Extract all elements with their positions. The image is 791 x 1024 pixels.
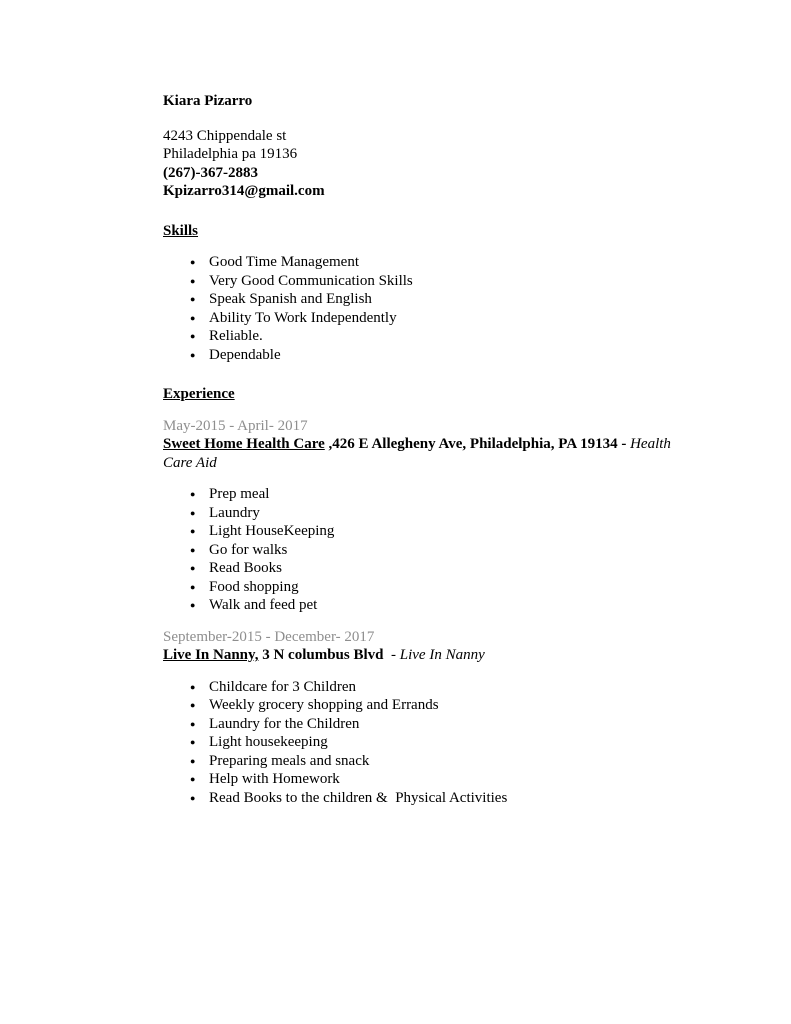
title-separator: - (387, 647, 400, 663)
job-duties-list (163, 678, 683, 808)
duty-item: ● Light HouseKeeping (209, 522, 683, 541)
experience-heading: Experience (163, 386, 235, 402)
skills-section (163, 222, 683, 365)
duty-item: ● Go for walks (209, 541, 683, 560)
company-name: Sweet Home Health Care (163, 436, 325, 452)
duty-item: ● Weekly grocery shopping and Errands (209, 696, 683, 715)
duty-item: ● Food shopping (209, 578, 683, 597)
job-role: Health Care Aid (163, 436, 675, 471)
job-title (163, 646, 683, 665)
experience-section (163, 385, 683, 807)
skill-item: ● Speak Spanish and English (209, 290, 683, 309)
skill-item: ● Reliable. (209, 327, 683, 346)
resume-header (163, 92, 683, 201)
job-dates: May-2015 - April- 2017 (163, 417, 308, 434)
job-entry-live-in-nanny (163, 628, 683, 808)
address-line-1: 4243 Chippendale st (163, 127, 287, 144)
skill-item: ● Ability To Work Independently (209, 309, 683, 328)
job-duties-list (163, 485, 683, 615)
company-address: ,426 E Allegheny Ave, Philadelphia, PA 19134 - (324, 436, 631, 452)
skills-list (163, 253, 683, 364)
duty-item: ● Preparing meals and snack (209, 752, 683, 771)
duty-item: ● Read Books to the children & Physical Activities (209, 789, 683, 808)
duty-item: ● Help with Homework (209, 770, 683, 789)
duty-item: ● Childcare for 3 Children (209, 678, 683, 697)
job-dates: September-2015 - December- 2017 (163, 628, 375, 645)
job-role: Live In Nanny (399, 647, 485, 663)
resume-content (163, 92, 683, 807)
job-title (163, 435, 683, 472)
duty-item: ● Light housekeeping (209, 733, 683, 752)
skill-item: ● Very Good Communication Skills (209, 272, 683, 291)
company-address: 3 N columbus Blvd (258, 647, 388, 663)
person-name: Kiara Pizarro (163, 93, 253, 109)
duty-item: ● Read Books (209, 559, 683, 578)
skills-heading: Skills (163, 222, 199, 239)
address-line-2: Philadelphia pa 19136 (163, 146, 298, 162)
duty-item: ● Prep meal (209, 485, 683, 504)
duty-item: ● Laundry for the Children (209, 715, 683, 734)
company-name: Live In Nanny, (163, 647, 259, 663)
phone-number: (267)-367-2883 (163, 164, 258, 181)
duty-item: ● Laundry (209, 504, 683, 523)
job-entry-sweet-home-health-care (163, 417, 683, 615)
contact-block (163, 127, 683, 201)
skill-item: ● Good Time Management (209, 253, 683, 272)
skill-item: ● Dependable (209, 346, 683, 365)
email-address: Kpizarro314@gmail.com (163, 183, 325, 199)
duty-item: ● Walk and feed pet (209, 596, 683, 615)
